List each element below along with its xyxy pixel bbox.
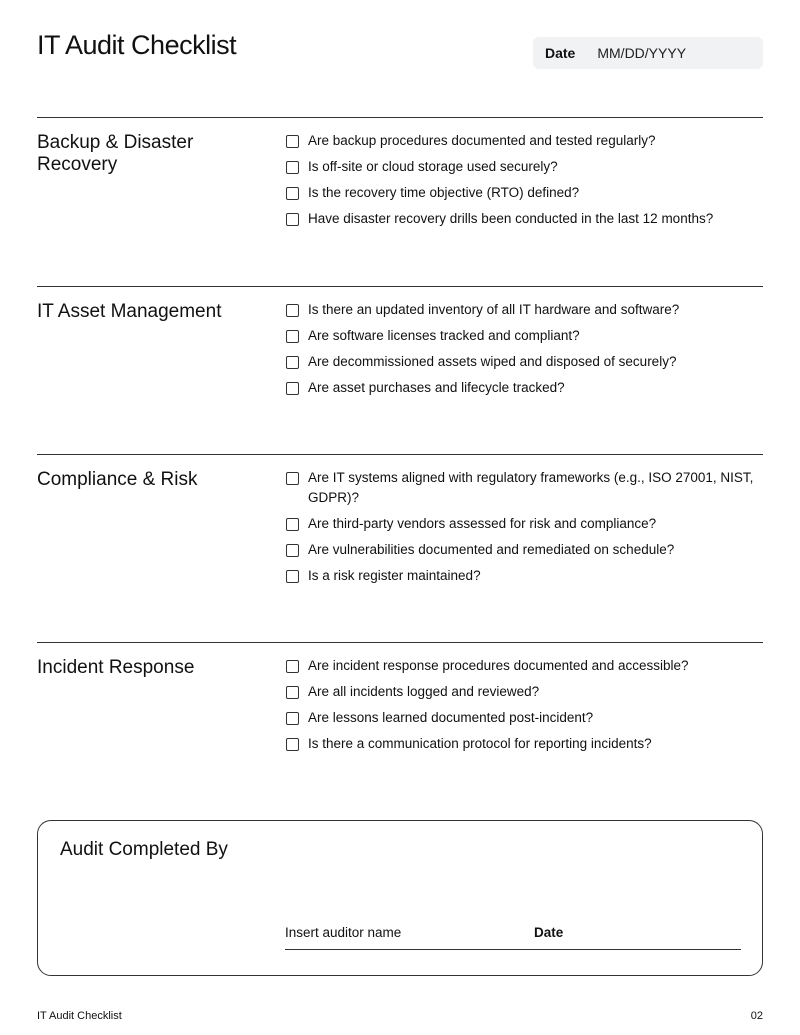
- checkbox[interactable]: [286, 356, 299, 369]
- checklist-item: [286, 133, 763, 151]
- checklist-item-text: Are all incidents logged and reviewed?: [308, 684, 540, 699]
- checkbox[interactable]: [286, 187, 299, 200]
- checklist-item: [286, 354, 763, 372]
- auditor-name-field[interactable]: Insert auditor name: [285, 925, 402, 940]
- signature-line: [285, 949, 741, 950]
- checkbox[interactable]: [286, 686, 299, 699]
- checkbox[interactable]: [286, 660, 299, 673]
- audit-date-label: Date: [534, 925, 564, 940]
- checklist-item: [286, 568, 763, 586]
- checkbox[interactable]: [286, 738, 299, 751]
- checklist-item: [286, 736, 763, 754]
- checklist-item-text: Have disaster recovery drills been conducted in the last 12 months?: [308, 211, 714, 226]
- checklist-item-text: Are software licenses tracked and compliant?: [308, 328, 580, 343]
- checklist-item: [286, 710, 763, 728]
- section-compliance-risk: [37, 454, 763, 642]
- page-title: IT Audit Checklist: [37, 30, 237, 60]
- audit-completed-box: [37, 820, 763, 976]
- checklist-item-text: Are lessons learned documented post-incident?: [308, 710, 594, 725]
- checklist-item-text: Are backup procedures documented and tested regularly?: [308, 133, 656, 148]
- section-backup-disaster-recovery: [37, 117, 763, 285]
- section-title: Backup & Disaster Recovery: [37, 132, 194, 175]
- checklist-item: [286, 684, 763, 702]
- date-input[interactable]: [597, 45, 737, 61]
- checkbox[interactable]: [286, 304, 299, 317]
- checkbox[interactable]: [286, 518, 299, 531]
- checklist-item-text: Is a risk register maintained?: [308, 568, 481, 583]
- section-incident-response: [37, 642, 763, 812]
- section-it-asset-management: [37, 286, 763, 454]
- footer-doc-title: IT Audit Checklist: [37, 1010, 122, 1022]
- checklist-item-text: Is there a communication protocol for reporting incidents?: [308, 736, 652, 751]
- checklist: [286, 133, 763, 237]
- checklist-item: [286, 328, 763, 346]
- checkbox[interactable]: [286, 213, 299, 226]
- checklist-item: [286, 159, 763, 177]
- checklist-item-text: Is there an updated inventory of all IT hardware and software?: [308, 302, 680, 317]
- checklist-item-text: Are decommissioned assets wiped and disposed of securely?: [308, 354, 677, 369]
- checkbox[interactable]: [286, 135, 299, 148]
- checklist-item-text: Are incident response procedures documented and accessible?: [308, 658, 689, 673]
- date-field-box: [533, 37, 763, 69]
- checklist-item: [286, 516, 763, 534]
- checkbox[interactable]: [286, 712, 299, 725]
- checklist-item-text: Are IT systems aligned with regulatory frameworks (e.g., ISO 27001, NIST, GDPR)?: [308, 470, 754, 505]
- checkbox[interactable]: [286, 382, 299, 395]
- checklist: [286, 302, 763, 406]
- checklist: [286, 658, 763, 762]
- checklist: [286, 470, 763, 594]
- checklist-item-text: Are asset purchases and lifecycle tracked?: [308, 380, 565, 395]
- checklist-item-text: Are third-party vendors assessed for risk and compliance?: [308, 516, 657, 531]
- checklist-item: [286, 658, 763, 676]
- date-label: Date: [545, 45, 576, 61]
- checkbox[interactable]: [286, 330, 299, 343]
- audit-title: Audit Completed By: [60, 839, 228, 860]
- checklist-item: [286, 380, 763, 398]
- checkbox[interactable]: [286, 161, 299, 174]
- checklist-item-text: Is off-site or cloud storage used securely?: [308, 159, 558, 174]
- checklist-item: [286, 211, 763, 229]
- checklist-item: [286, 185, 763, 203]
- checklist-item-text: Are vulnerabilities documented and remediated on schedule?: [308, 542, 675, 557]
- checklist-item: [286, 302, 763, 320]
- checkbox[interactable]: [286, 472, 299, 485]
- checkbox[interactable]: [286, 544, 299, 557]
- checklist-item: [286, 542, 763, 560]
- section-title: IT Asset Management: [37, 301, 222, 322]
- checkbox[interactable]: [286, 570, 299, 583]
- footer-page-number: 02: [750, 1010, 763, 1022]
- section-title: Incident Response: [37, 657, 195, 678]
- checklist-item: [286, 470, 763, 508]
- checklist-item-text: Is the recovery time objective (RTO) defined?: [308, 185, 580, 200]
- section-title: Compliance & Risk: [37, 469, 198, 490]
